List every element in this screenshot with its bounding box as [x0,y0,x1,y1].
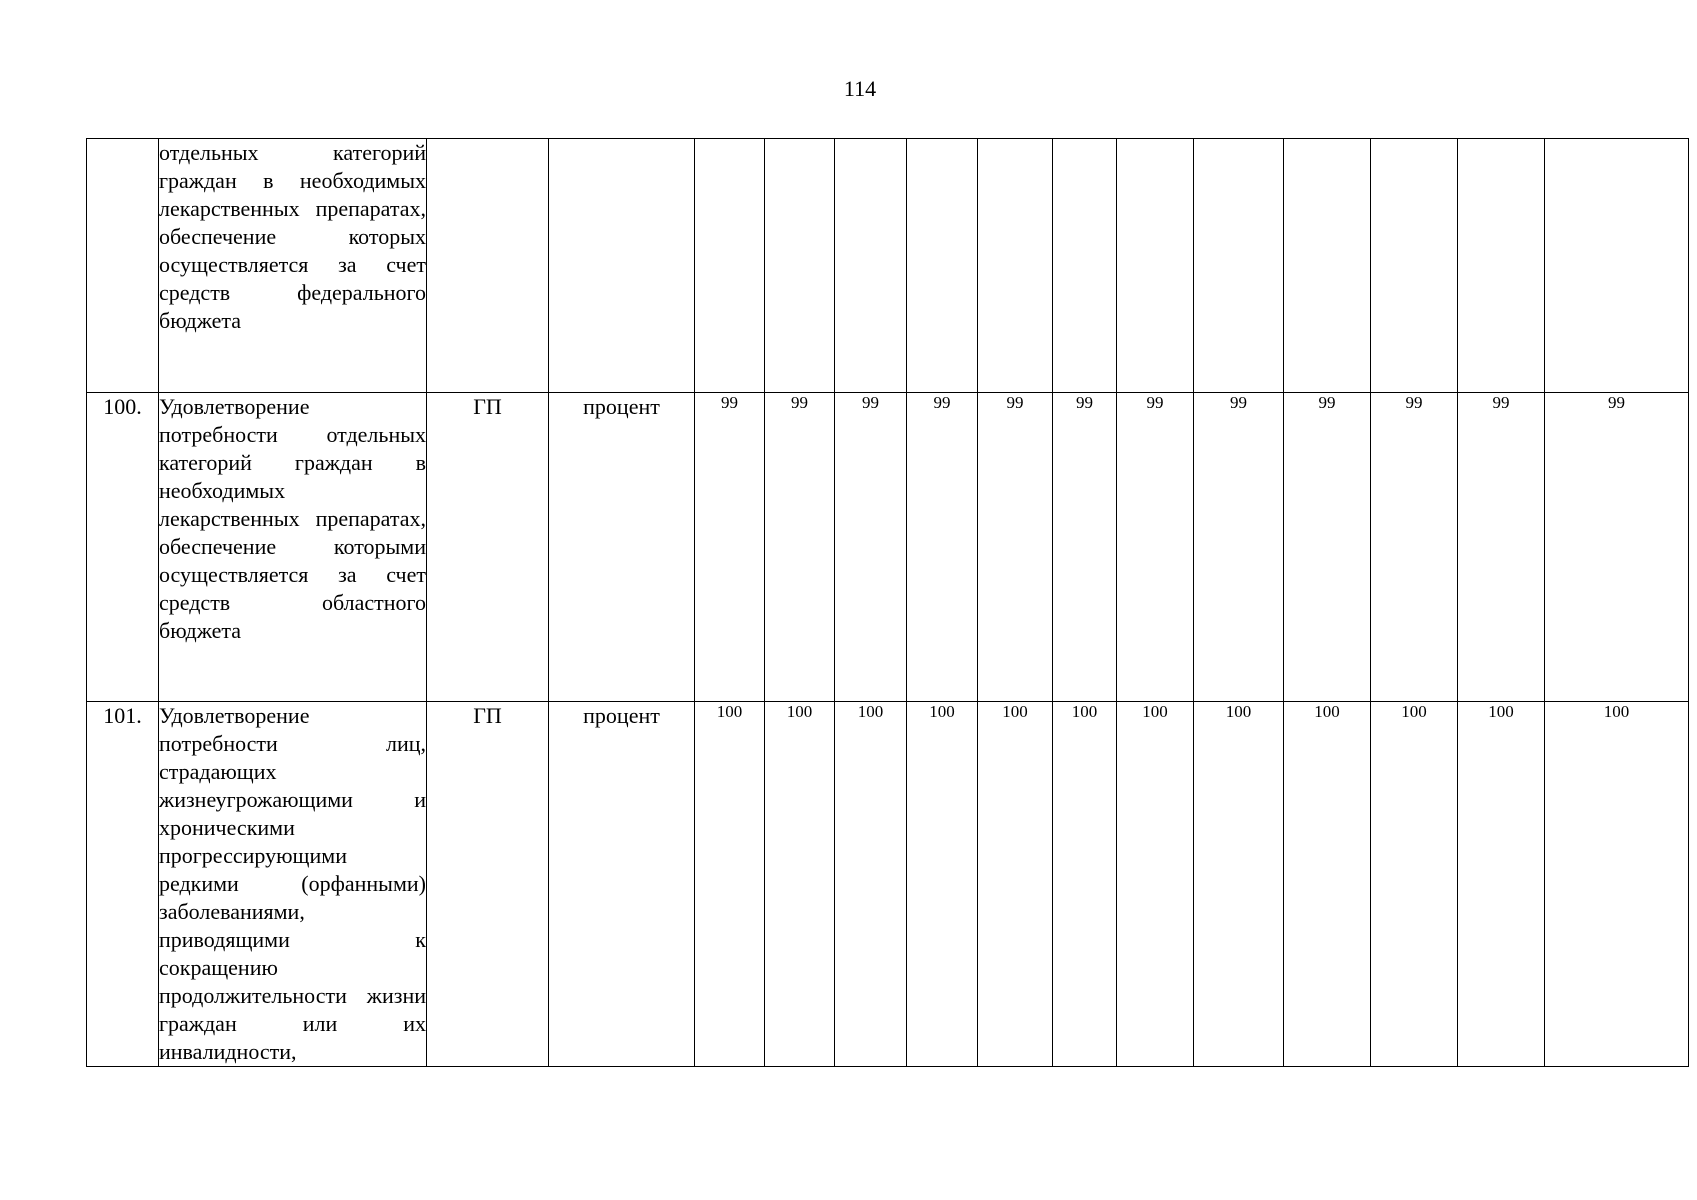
value-cell: 99 [1117,393,1194,702]
value-cell: 100 [907,702,978,1067]
value-cell: 99 [1284,393,1371,702]
table-row [87,139,1689,393]
value-cell [1545,139,1689,393]
value-cell [835,139,907,393]
value-cell: 100 [1053,702,1117,1067]
value-cell [1053,139,1117,393]
indicator-unit: процент [549,393,695,702]
table-row [87,393,1689,702]
value-cell: 99 [695,393,765,702]
indicator-name: Удовлетворение потребности отдельных категорий граждан в необходимых лекарственных препаратах, обеспечение которыми осуществляется за счет средств областного бюджета [159,394,426,643]
indicator-type: ГП [427,702,549,1067]
indicator-type [427,139,549,393]
page-number: 114 [843,76,877,101]
value-cell: 100 [695,702,765,1067]
value-cell: 100 [835,702,907,1067]
row-number: 101. [87,702,159,1067]
value-cell [1117,139,1194,393]
value-cell: 99 [765,393,835,702]
row-number [87,139,159,393]
indicator-unit: процент [549,702,695,1067]
value-cell [695,139,765,393]
value-cell: 99 [978,393,1053,702]
indicator-table [86,138,1689,1067]
table-row [87,702,1689,1067]
indicator-name: отдельных категорий граждан в необходимых лекарственных препаратах, обеспечение которых осуществляется за счет средств федерального бюджета [159,140,426,333]
value-cell: 100 [1194,702,1284,1067]
indicator-unit [549,139,695,393]
value-cell: 99 [1458,393,1545,702]
value-cell: 99 [835,393,907,702]
value-cell: 99 [907,393,978,702]
value-cell: 100 [1284,702,1371,1067]
value-cell: 100 [1545,702,1689,1067]
value-cell: 99 [1194,393,1284,702]
indicator-name: Удовлетворение потребности лиц, страдающих жизнеугрожающими и хроническими прогрессирующими редкими (орфанными) заболеваниями, приводящими к сокращению продолжительности жизни граждан или их инвалидности, [159,703,426,1064]
value-cell: 100 [1458,702,1545,1067]
value-cell: 100 [1371,702,1458,1067]
value-cell [907,139,978,393]
value-cell [1284,139,1371,393]
row-number: 100. [87,393,159,702]
value-cell: 100 [765,702,835,1067]
value-cell: 99 [1371,393,1458,702]
value-cell: 99 [1053,393,1117,702]
indicator-type: ГП [427,393,549,702]
value-cell: 100 [1117,702,1194,1067]
value-cell [1458,139,1545,393]
value-cell [765,139,835,393]
value-cell [1371,139,1458,393]
value-cell [978,139,1053,393]
value-cell: 100 [978,702,1053,1067]
value-cell [1194,139,1284,393]
value-cell: 99 [1545,393,1689,702]
